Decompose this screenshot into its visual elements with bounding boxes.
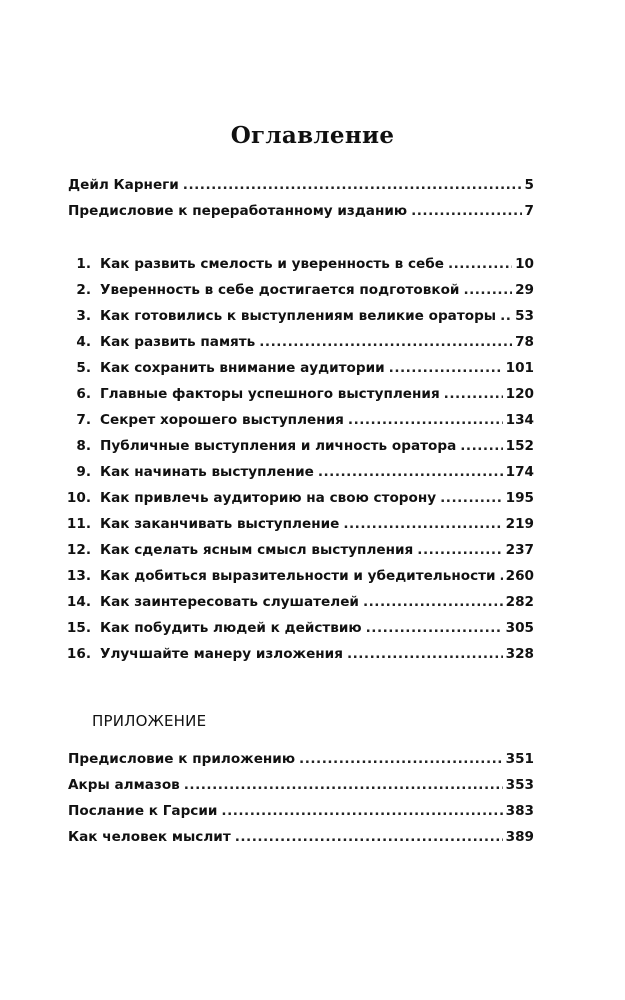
toc-entry-chapter xyxy=(60,412,534,434)
toc-entry-chapter xyxy=(60,360,534,382)
toc-entry-page: 53 xyxy=(515,308,534,324)
leader-dots xyxy=(363,594,503,610)
chapter-number: 13. xyxy=(66,568,91,584)
toc-entry-label: Предисловие к переработанному изданию xyxy=(68,203,408,219)
leader-dots xyxy=(235,829,503,845)
toc-entry-label: Улучшайте манеру изложения xyxy=(100,646,343,662)
toc-entry-page: 328 xyxy=(505,646,534,662)
toc-entry-page: 134 xyxy=(505,412,534,428)
toc-entry-label: Как привлечь аудиторию на свою сторону xyxy=(100,490,437,506)
toc-entry-label: Как сохранить внимание аудитории xyxy=(100,360,385,376)
leader-dots xyxy=(411,203,521,219)
toc-entry-chapter xyxy=(60,490,534,512)
toc-entry-page: 120 xyxy=(505,386,534,402)
toc-entry-page: 219 xyxy=(505,516,534,532)
toc-entry-page: 305 xyxy=(505,620,534,636)
toc-entry-page: 353 xyxy=(505,777,534,793)
toc-entry-page: 237 xyxy=(505,542,534,558)
toc-entry-label: Дейл Карнеги xyxy=(68,177,179,193)
toc-entry-page: 389 xyxy=(505,829,534,845)
chapter-number: 6. xyxy=(76,386,91,402)
leader-dots xyxy=(444,386,503,402)
toc-entry-label: Как заинтересовать слушателей xyxy=(100,594,359,610)
chapter-number: 14. xyxy=(66,594,91,610)
toc-entry-chapter xyxy=(60,438,534,460)
chapter-number: 1. xyxy=(76,256,91,272)
leader-dots xyxy=(348,412,503,428)
toc-entry-chapter xyxy=(60,568,534,590)
toc-entry-page: 101 xyxy=(505,360,534,376)
toc-entry-label: Секрет хорошего выступления xyxy=(100,412,344,428)
leader-dots xyxy=(417,542,502,558)
leader-dots xyxy=(347,646,503,662)
leader-dots xyxy=(318,464,503,480)
toc-entry-chapter xyxy=(60,646,534,668)
toc-entry-chapter xyxy=(60,308,534,330)
chapter-number: 10. xyxy=(66,490,91,506)
toc-entry-label: Как добиться выразительности и убедительности xyxy=(100,568,496,584)
leader-dots xyxy=(183,177,522,193)
toc-entry-front xyxy=(68,177,534,199)
leader-dots xyxy=(366,620,503,636)
toc-entry-chapter xyxy=(60,256,534,278)
leader-dots xyxy=(440,490,502,506)
toc-entry-label: Уверенность в себе достигается подготовкой xyxy=(100,282,460,298)
toc-entry-chapter xyxy=(60,464,534,486)
toc-entry-chapter xyxy=(60,516,534,538)
toc-entry-page: 7 xyxy=(524,203,534,219)
leader-dots xyxy=(259,334,512,350)
toc-entry-label: Как готовились к выступлениям великие ораторы xyxy=(100,308,497,324)
leader-dots xyxy=(463,282,512,298)
chapter-number: 7. xyxy=(76,412,91,428)
toc-entry-page: 351 xyxy=(505,751,534,767)
toc-entry-label: Послание к Гарсии xyxy=(68,803,218,819)
toc-entry-chapter xyxy=(60,594,534,616)
toc-entry-chapter xyxy=(60,334,534,356)
leader-dots xyxy=(221,803,502,819)
toc-entry-label: Как начинать выступление xyxy=(100,464,314,480)
toc-entry-page: 195 xyxy=(505,490,534,506)
leader-dots xyxy=(299,751,503,767)
toc-entry-label: Как побудить людей к действию xyxy=(100,620,362,636)
toc-entry-appendix xyxy=(68,803,534,825)
leader-dots xyxy=(500,308,512,324)
toc-entry-page: 282 xyxy=(505,594,534,610)
leader-dots xyxy=(500,568,503,584)
chapter-number: 3. xyxy=(76,308,91,324)
chapter-number: 16. xyxy=(66,646,91,662)
leader-dots xyxy=(460,438,502,454)
chapter-number: 2. xyxy=(76,282,91,298)
toc-entry-page: 260 xyxy=(505,568,534,584)
toc-entry-label: Как развить память xyxy=(100,334,256,350)
leader-dots xyxy=(448,256,512,272)
toc-entry-chapter xyxy=(60,542,534,564)
appendix-heading: ПРИЛОЖЕНИЕ xyxy=(92,712,207,730)
chapter-number: 15. xyxy=(66,620,91,636)
leader-dots xyxy=(389,360,503,376)
toc-entry-label: Публичные выступления и личность оратора xyxy=(100,438,457,454)
toc-entry-chapter xyxy=(60,386,534,408)
toc-entry-page: 5 xyxy=(524,177,534,193)
chapter-number: 11. xyxy=(66,516,91,532)
toc-entry-appendix xyxy=(68,777,534,799)
toc-entry-label: Акры алмазов xyxy=(68,777,180,793)
chapter-number: 8. xyxy=(76,438,91,454)
toc-entry-page: 174 xyxy=(505,464,534,480)
toc-entry-appendix xyxy=(68,751,534,773)
toc-entry-label: Как сделать ясным смысл выступления xyxy=(100,542,414,558)
chapter-number: 4. xyxy=(76,334,91,350)
toc-entry-page: 383 xyxy=(505,803,534,819)
toc-entry-page: 10 xyxy=(515,256,534,272)
toc-entry-label: Как развить смелость и уверенность в себе xyxy=(100,256,444,272)
toc-entry-chapter xyxy=(60,620,534,642)
toc-entry-page: 29 xyxy=(515,282,534,298)
toc-entry-label: Главные факторы успешного выступления xyxy=(100,386,440,402)
chapter-number: 9. xyxy=(76,464,91,480)
toc-entry-page: 78 xyxy=(515,334,534,350)
chapter-number: 5. xyxy=(76,360,91,376)
toc-entry-chapter xyxy=(60,282,534,304)
toc-entry-label: Предисловие к приложению xyxy=(68,751,296,767)
toc-entry-page: 152 xyxy=(505,438,534,454)
leader-dots xyxy=(343,516,502,532)
toc-entry-front xyxy=(68,203,534,225)
toc-title: Оглавление xyxy=(230,122,395,149)
toc-entry-appendix xyxy=(68,829,534,851)
toc-entry-label: Как заканчивать выступление xyxy=(100,516,340,532)
chapter-number: 12. xyxy=(66,542,91,558)
leader-dots xyxy=(184,777,503,793)
toc-entry-label: Как человек мыслит xyxy=(68,829,231,845)
